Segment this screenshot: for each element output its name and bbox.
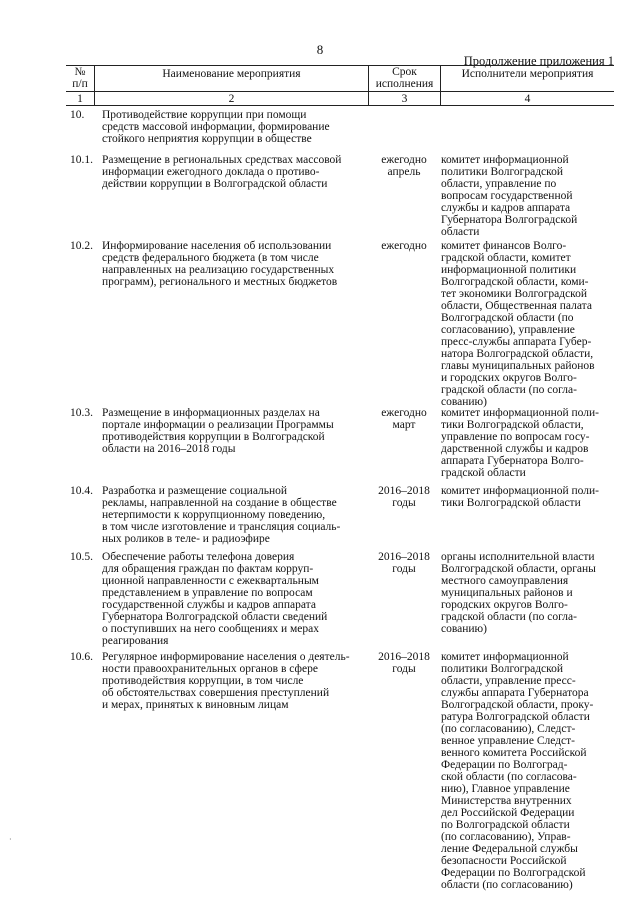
page-number: 8 — [316, 42, 324, 57]
header-col-exec: Исполнители мероприятия — [461, 68, 594, 80]
row-term: 2016–2018 годы — [378, 485, 430, 509]
row-executors: комитет информационной политики Волгоградской области, управление пресс- службы аппарата Губернатора Волгоградской области, проку- ратура Волгоградской области (по согласованию), Следст- венное управление Следст- венного комитета Российской Федерации по Волгоград- ской области (по согласова- нию), Главное управление Министерства внутренних дел Российской Федерации по Волгоградской области (по согласованию), Управ- ление Федеральной службы безопасности Российской Федерации по Волгоградской области (по согласованию) — [441, 651, 594, 891]
row-term: ежегодно — [381, 240, 427, 252]
row-name: Противодействие коррупции при помощи средств массовой информации, формирование стойкого неприятия коррупции в обществе — [102, 109, 330, 145]
row-executors: комитет финансов Волго- градской области, комитет информационной политики Волгоградской области, коми- тет экономики Волгоградской области, Общественная палата Волгоградской области (по согласованию), управление пресс-службы аппарата Губер- натора Волгоградской области, главы муниципальных районов и городских округов Волго- градской области (по согла- сованию) — [441, 240, 595, 408]
header-colnum-1: 1 — [77, 93, 83, 105]
row-executors: органы исполнительной власти Волгоградской области, органы местного самоуправления муниципальных районов и городских округов Волго- градской области (по согла- сованию) — [441, 551, 596, 635]
header-colnum-2: 2 — [228, 93, 235, 105]
header-col-name: Наименование мероприятия — [162, 68, 301, 80]
row-term: ежегодно апрель — [381, 154, 427, 178]
table-header — [66, 65, 614, 106]
row-name: Обеспечение работы телефона доверия для обращения граждан по фактам корруп- ционной направленности с ежеквартальным представлением в управление по вопросам государственной службы и кадров аппарата Губернатора Волгоградской области сведений о поступивших на него сообщениях и мерах реагирования — [102, 551, 328, 647]
header-colnum-4: 4 — [524, 93, 531, 105]
row-executors: комитет информационной поли- тики Волгоградской области, управление по вопросам госу- дарственной службы и кадров аппарата Губернатора Волго- градской области — [441, 407, 600, 479]
header-colnum-3: 3 — [401, 93, 408, 105]
row-name: Разработка и размещение социальной рекламы, направленной на создание в обществе нетерпимости к коррупционному поведению, в том числе изготовление и трансляция социаль- ных роликов в теле- и радиоэфире — [102, 485, 341, 545]
row-number: 10. — [70, 109, 85, 121]
row-executors: комитет информационной поли- тики Волгоградской области — [441, 485, 600, 509]
row-number: 10.5. — [70, 551, 93, 563]
row-term: 2016–2018 годы — [378, 551, 430, 575]
continuation-label: Продолжение приложения 1 — [463, 54, 614, 68]
row-number: 10.1. — [70, 154, 93, 166]
row-number: 10.2. — [70, 240, 93, 252]
row-number: 10.3. — [70, 407, 93, 419]
row-term: 2016–2018 годы — [378, 651, 430, 675]
row-term: ежегодно март — [381, 407, 427, 431]
header-col-num: № п/п — [72, 66, 88, 90]
header-col-term: Срок исполнения — [375, 66, 434, 90]
row-number: 10.4. — [70, 485, 93, 497]
row-name: Информирование населения об использовании средств федерального бюджета (в том числе направленных на реализацию государственных программ), регионального и местных бюджетов — [102, 240, 338, 288]
scan-mark: · — [9, 835, 12, 844]
row-name: Регулярное информирование населения о деятель- ности правоохранительных органов в сфере противодействия коррупции, в том числе об обстоятельствах совершения преступлений и мерах, принятых к виновным лицам — [102, 651, 350, 711]
row-executors: комитет информационной политики Волгоградской области, управление по вопросам государственной службы и кадров аппарата Губернатора Волгоградской области — [441, 154, 578, 238]
row-number: 10.6. — [70, 651, 93, 663]
header-row-divider — [66, 91, 614, 92]
row-name: Размещение в региональных средствах массовой информации ежегодного доклада о противо- действии коррупции в Волгоградской области — [102, 154, 342, 190]
row-name: Размещение в информационных разделах на портале информации о реализации Программы противодействия коррупции в Волгоградской области на 2016–2018 годы — [102, 407, 334, 455]
